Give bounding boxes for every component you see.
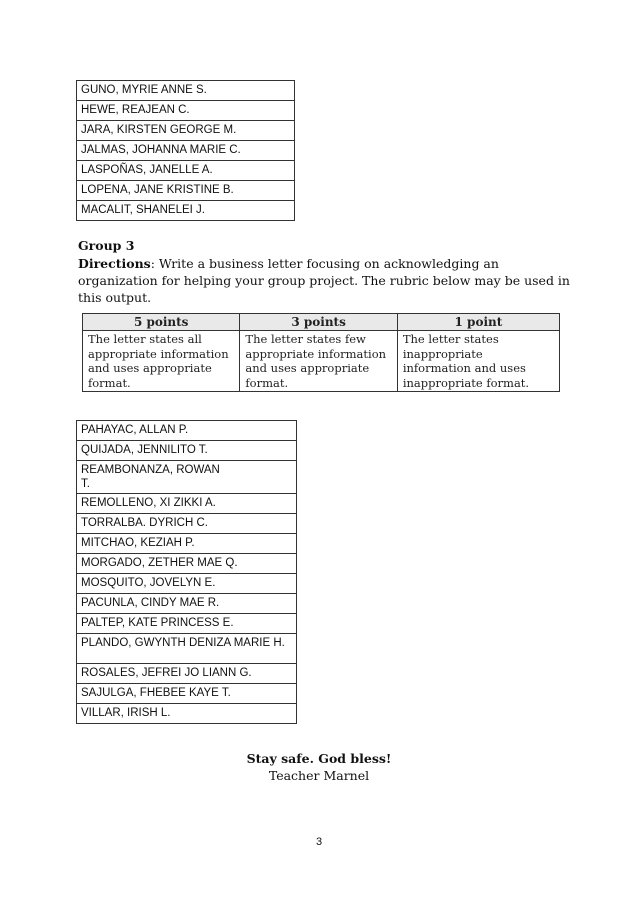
closing-blessing: Stay safe. God bless! bbox=[246, 751, 392, 766]
table-row bbox=[77, 161, 295, 181]
group3-name-table bbox=[76, 420, 297, 724]
table-row bbox=[77, 664, 297, 684]
name-cell: SAJULGA, FHEBEE KAYE T. bbox=[77, 684, 297, 704]
rubric-header-row bbox=[83, 314, 560, 331]
rubric-cell: The letter states few appropriate information and uses appropriate format. bbox=[240, 331, 397, 392]
name-cell: REMOLLENO, XI ZIKKI A. bbox=[77, 494, 297, 514]
directions-text: : Write a business letter focusing on acknowledging an organization for helping your group project. The rubric below may be used in this output. bbox=[78, 256, 570, 305]
name-cell: PLANDO, GWYNTH DENIZA MARIE H. bbox=[77, 634, 297, 664]
rubric-table bbox=[82, 313, 560, 392]
name-cell: VILLAR, IRISH L. bbox=[77, 704, 297, 724]
closing-signature: Teacher Marnel bbox=[268, 768, 370, 783]
rubric-header: 1 point bbox=[397, 314, 559, 331]
table-row bbox=[77, 101, 295, 121]
table-row bbox=[77, 441, 297, 461]
name-cell: MORGADO, ZETHER MAE Q. bbox=[77, 554, 297, 574]
rubric-cell: The letter states inappropriate information and uses inappropriate format. bbox=[397, 331, 559, 392]
name-cell: PALTEP, KATE PRINCESS E. bbox=[77, 614, 297, 634]
table-row bbox=[77, 704, 297, 724]
page-number: 3 bbox=[315, 836, 323, 848]
table-row bbox=[77, 684, 297, 704]
table-row bbox=[77, 121, 295, 141]
rubric-header: 3 points bbox=[240, 314, 397, 331]
name-cell: LOPENA, JANE KRISTINE B. bbox=[77, 181, 295, 201]
table-row bbox=[77, 534, 297, 554]
table-row bbox=[77, 141, 295, 161]
name-cell: GUNO, MYRIE ANNE S. bbox=[77, 81, 295, 101]
name-cell: LASPOÑAS, JANELLE A. bbox=[77, 161, 295, 181]
name-cell: QUIJADA, JENNILITO T. bbox=[77, 441, 297, 461]
name-cell: JALMAS, JOHANNA MARIE C. bbox=[77, 141, 295, 161]
rubric-cell: The letter states all appropriate information and uses appropriate format. bbox=[83, 331, 240, 392]
table-row bbox=[77, 461, 297, 494]
table-row bbox=[77, 634, 297, 664]
table-row bbox=[77, 514, 297, 534]
rubric-row bbox=[83, 331, 560, 392]
name-cell: TORRALBA. DYRICH C. bbox=[77, 514, 297, 534]
table-row bbox=[77, 421, 297, 441]
directions-paragraph bbox=[78, 255, 578, 306]
name-cell: JARA, KIRSTEN GEORGE M. bbox=[77, 121, 295, 141]
table-row bbox=[77, 614, 297, 634]
table-row bbox=[77, 494, 297, 514]
rubric-header: 5 points bbox=[83, 314, 240, 331]
table-row bbox=[77, 181, 295, 201]
name-cell: PACUNLA, CINDY MAE R. bbox=[77, 594, 297, 614]
name-cell: REAMBONANZA, ROWAN T. bbox=[77, 461, 297, 494]
name-cell: MITCHAO, KEZIAH P. bbox=[77, 534, 297, 554]
group2-name-table bbox=[76, 80, 295, 221]
name-cell: MACALIT, SHANELEI J. bbox=[77, 201, 295, 221]
name-cell: MOSQUITO, JOVELYN E. bbox=[77, 574, 297, 594]
name-cell: HEWE, REAJEAN C. bbox=[77, 101, 295, 121]
closing bbox=[0, 750, 638, 784]
table-row bbox=[77, 554, 297, 574]
table-row bbox=[77, 594, 297, 614]
group-heading: Group 3 bbox=[78, 238, 135, 253]
table-row bbox=[77, 574, 297, 594]
table-row bbox=[77, 201, 295, 221]
table-row bbox=[77, 81, 295, 101]
name-cell: ROSALES, JEFREI JO LIANN G. bbox=[77, 664, 297, 684]
name-cell: PAHAYAC, ALLAN P. bbox=[77, 421, 297, 441]
directions-label: Directions bbox=[78, 256, 151, 271]
